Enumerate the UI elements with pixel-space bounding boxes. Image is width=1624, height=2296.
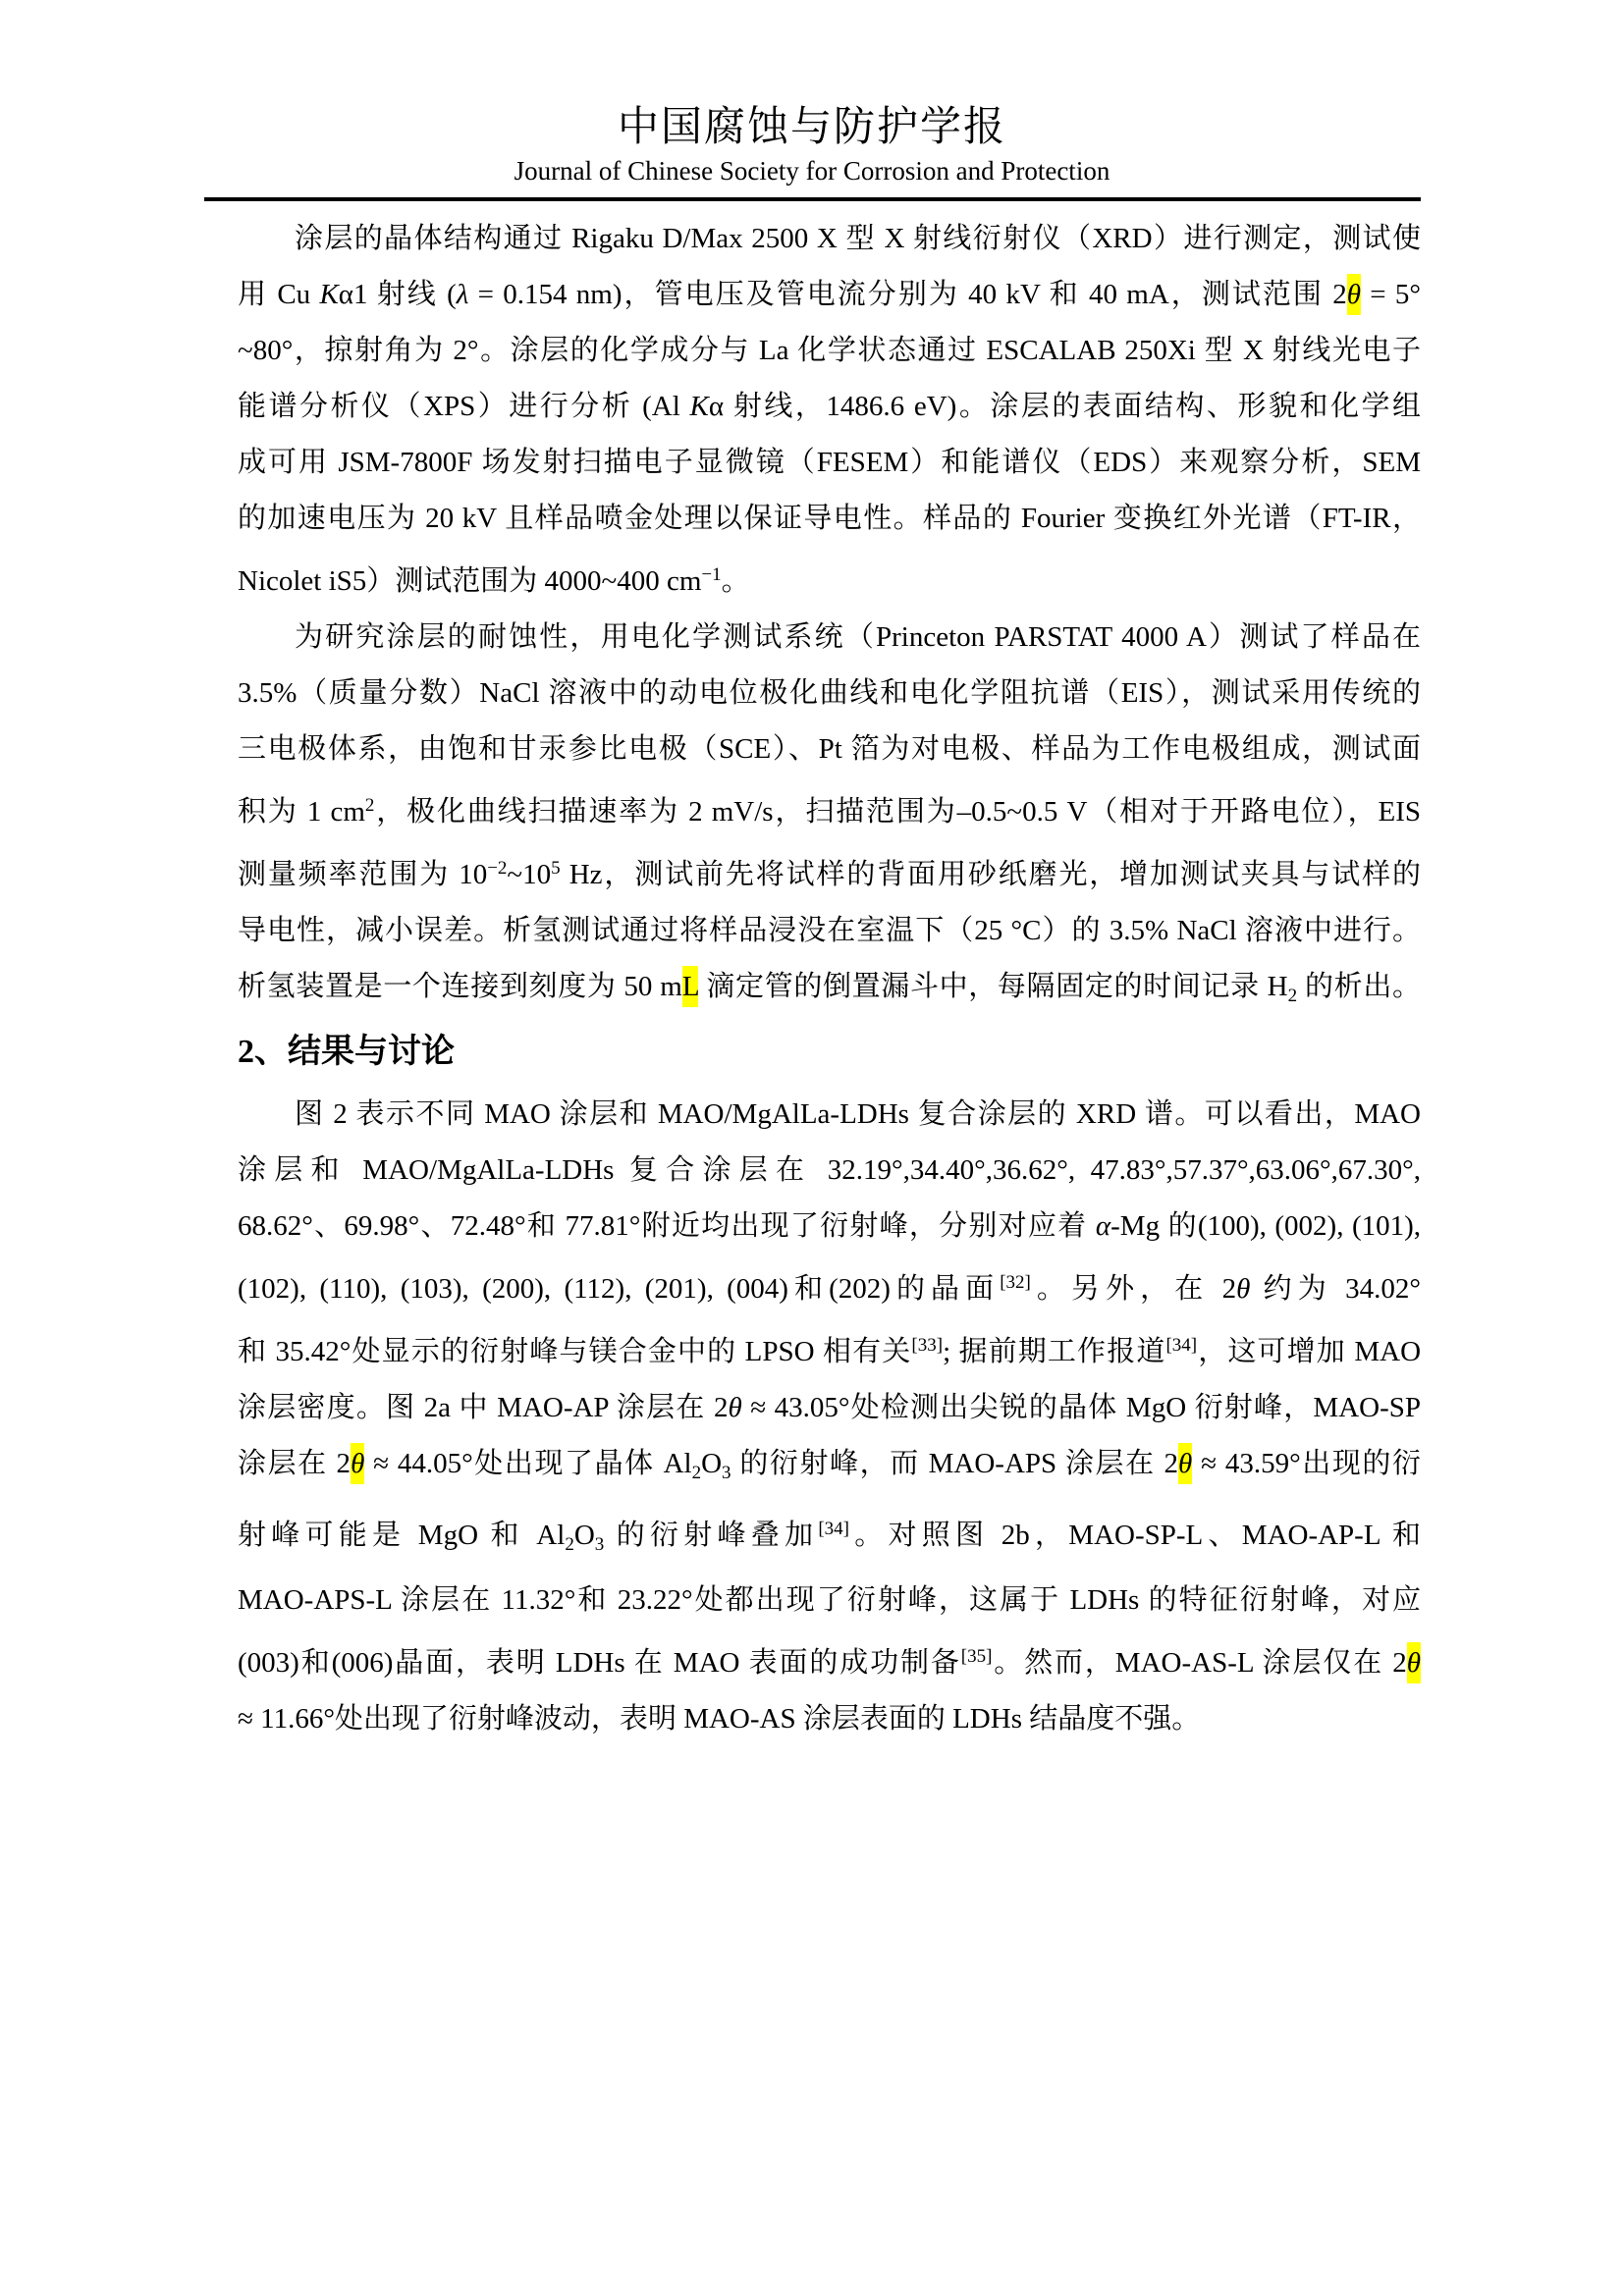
text-run: θ [728,1391,742,1423]
text-line [238,840,1421,903]
text-line [238,721,1421,777]
text-run: 的析出。 [1297,970,1421,1002]
text-run: 约为 34.02° [1250,1272,1421,1305]
text-run: 涂层在 2 [238,1447,352,1479]
text-run: ≈ 43.05°处检测出尖锐的晶体 MgO 衍射峰，MAO-SP [741,1391,1421,1423]
text-run: K [689,390,709,422]
text-run: α1 射线 ( [338,278,457,310]
text-line [238,959,1421,1024]
text-line [238,666,1421,721]
text-run: 。 [721,564,750,597]
text-line [238,1436,1421,1501]
text-run: [35] [960,1645,993,1667]
journal-title-english: Journal of Chinese Society for Corrosion and Protection [514,156,1110,187]
text-line [238,547,1421,610]
text-run: ~10 [507,858,552,890]
text-run: ≈ 44.05°处出现了晶体 Al [364,1447,692,1479]
text-run: [34] [1165,1334,1198,1356]
text-run: = 0.154 nm)，管电压及管电流分别为 40 kV 和 40 mA，测试范围 2 [468,278,1347,310]
text-line [238,379,1421,435]
text-line [238,1199,1421,1255]
text-run: 2 [565,1533,574,1555]
text-run: θ [1236,1272,1251,1305]
text-run: 涂层的晶体结构通过 Rigaku D/Max 2500 X 型 X 射线衍射仪（XRD）进行测定，测试使 [295,222,1421,254]
text-run: (003)和(006)晶面，表明 LDHs 在 MAO 表面的成功制备 [238,1646,961,1679]
text-run: O [573,1519,595,1551]
text-run: 。对照图 2b，MAO-SP-L、MAO-AP-L 和 [848,1519,1421,1551]
text-line [238,211,1421,267]
text-run: MAO-APS-L 涂层在 11.32°和 23.22°处都出现了衍射峰，这属于 LDHs 的特征衍射峰，对应 [238,1583,1421,1616]
text-run: ≈ 43.59°出现的衍 [1192,1447,1422,1479]
text-run: 。然而，MAO-AS-L 涂层仅在 2 [992,1646,1407,1679]
text-run: 导电性，减小误差。析氢测试通过将样品浸没在室温下（25 °C）的 3.5% NaCl 溶液中进行。 [238,914,1421,946]
text-line [238,491,1421,547]
text-line [238,1380,1421,1436]
text-line [238,435,1421,491]
text-run: 测量频率范围为 10 [238,858,488,890]
text-run: ~80°，掠射角为 2°。涂层的化学成分与 La 化学状态通过 ESCALAB 250Xi 型 X 射线光电子 [238,334,1421,366]
text-run: 68.62°、69.98°、72.48°和 77.81°附近均出现了衍射峰，分别对应着 [238,1209,1096,1242]
text-run: ，这可增加 MAO [1197,1335,1422,1367]
text-run: 3 [722,1462,731,1483]
text-run: 用 Cu [238,278,320,310]
highlighted-text: θ [1407,1642,1421,1683]
text-run: 3.5%（质量分数）NaCl 溶液中的动电位极化曲线和电化学阻抗谱（EIS），测试采用传统的 [238,676,1421,709]
text-line [238,1255,1421,1317]
text-run: [34] [818,1518,849,1539]
text-run: −1 [701,563,722,585]
text-run: −2 [487,857,508,879]
text-run: K [319,278,339,310]
text-run: = 5° [1360,278,1422,310]
text-line [238,1573,1421,1629]
text-run: α 射线，1486.6 eV)。涂层的表面结构、形貌和化学组 [708,390,1421,422]
text-line [238,777,1421,840]
text-run: 涂层密度。图 2a 中 MAO-AP 涂层在 2 [238,1391,729,1423]
text-run: 。另外，在 2 [1030,1272,1237,1305]
text-run: 3 [594,1533,605,1555]
text-run: ≈ 11.66°处出现了衍射峰波动，表明 MAO-AS 涂层表面的 LDHs 结晶度不强。 [238,1702,1201,1735]
text-run: 5 [551,857,561,879]
journal-title-chinese: 中国腐蚀与防护学报 [617,105,1006,150]
text-run: ; 据前期工作报道 [943,1335,1166,1367]
text-run: 的衍射峰，而 MAO-APS 涂层在 2 [731,1447,1179,1479]
text-run: 为研究涂层的耐蚀性，用电化学测试系统（Princeton PARSTAT 4000 A）测试了样品在 [295,620,1421,653]
text-run: 的衍射峰叠加 [604,1519,819,1551]
text-line [238,1317,1421,1380]
text-run: Nicolet iS5）测试范围为 4000~400 cm [238,564,702,597]
text-run: 图 2 表示不同 MAO 涂层和 MAO/MgAlLa-LDHs 复合涂层的 XRD 谱。可以看出，MAO [295,1097,1421,1130]
para-electrochemical [238,610,1421,1024]
text-run: -Mg 的(100), (002), (101), [1110,1209,1422,1242]
section-heading: 2、结果与讨论 [238,1033,455,1070]
text-line [238,1629,1421,1691]
text-run: 2 [1287,985,1298,1006]
text-run: 成可用 JSM-7800F 场发射扫描电子显微镜（FESEM）和能谱仪（EDS）来观察分析，SEM [238,446,1421,478]
page-body [238,211,1421,1747]
text-run: λ [456,278,469,310]
text-run: [33] [911,1334,944,1356]
text-line [238,1087,1421,1143]
highlighted-text: L [682,966,699,1007]
text-line [238,323,1421,379]
text-line [238,267,1421,323]
text-run: [32] [1000,1271,1031,1293]
text-line [238,610,1421,666]
text-run: 和 35.42°处显示的衍射峰与镁合金中的 LPSO 相有关 [238,1335,912,1367]
text-run: 积为 1 cm [238,795,365,828]
text-line [238,1501,1421,1573]
text-line [238,1691,1421,1747]
text-run: Hz，测试前先将试样的背面用砂纸磨光，增加测试夹具与试样的 [560,858,1421,890]
highlighted-text: θ [1347,274,1361,315]
text-run: 滴定管的倒置漏斗中，每隔固定的时间记录 H [698,970,1288,1002]
highlighted-text: θ [351,1443,364,1484]
text-run: 2 [691,1462,702,1483]
text-run: α [1095,1209,1111,1242]
para-xrd-results [238,1087,1421,1747]
text-run: ，极化曲线扫描速率为 2 mV/s，扫描范围为–0.5~0.5 V（相对于开路电位），EIS [374,795,1421,828]
text-run: 三电极体系，由饱和甘汞参比电极（SCE）、Pt 箔为对电极、样品为工作电极组成，测试面 [238,732,1421,765]
para-instrumentation [238,211,1421,610]
text-run: O [701,1447,723,1479]
header-divider-rule [204,197,1421,201]
text-line [238,903,1421,959]
text-run: (102), (110), (103), (200), (112), (201), (004)和(202)的晶面 [238,1272,1001,1305]
text-run: 能谱分析仪（XPS）进行分析 (Al [238,390,690,422]
text-run: 2 [364,794,375,816]
text-run: 射峰可能是 MgO 和 Al [238,1519,566,1551]
text-line [238,1143,1421,1199]
highlighted-text: θ [1178,1443,1192,1484]
page-header [0,0,1624,201]
text-run: 涂层和 MAO/MgAlLa-LDHs 复合涂层在 32.19°,34.40°,36.62°, 47.83°,57.37°,63.06°,67.30°, [238,1153,1421,1186]
text-run: 的加速电压为 20 kV 且样品喷金处理以保证导电性。样品的 Fourier 变换红外光谱（FT-IR， [238,502,1421,534]
text-run: 析氢装置是一个连接到刻度为 50 m [238,970,682,1002]
